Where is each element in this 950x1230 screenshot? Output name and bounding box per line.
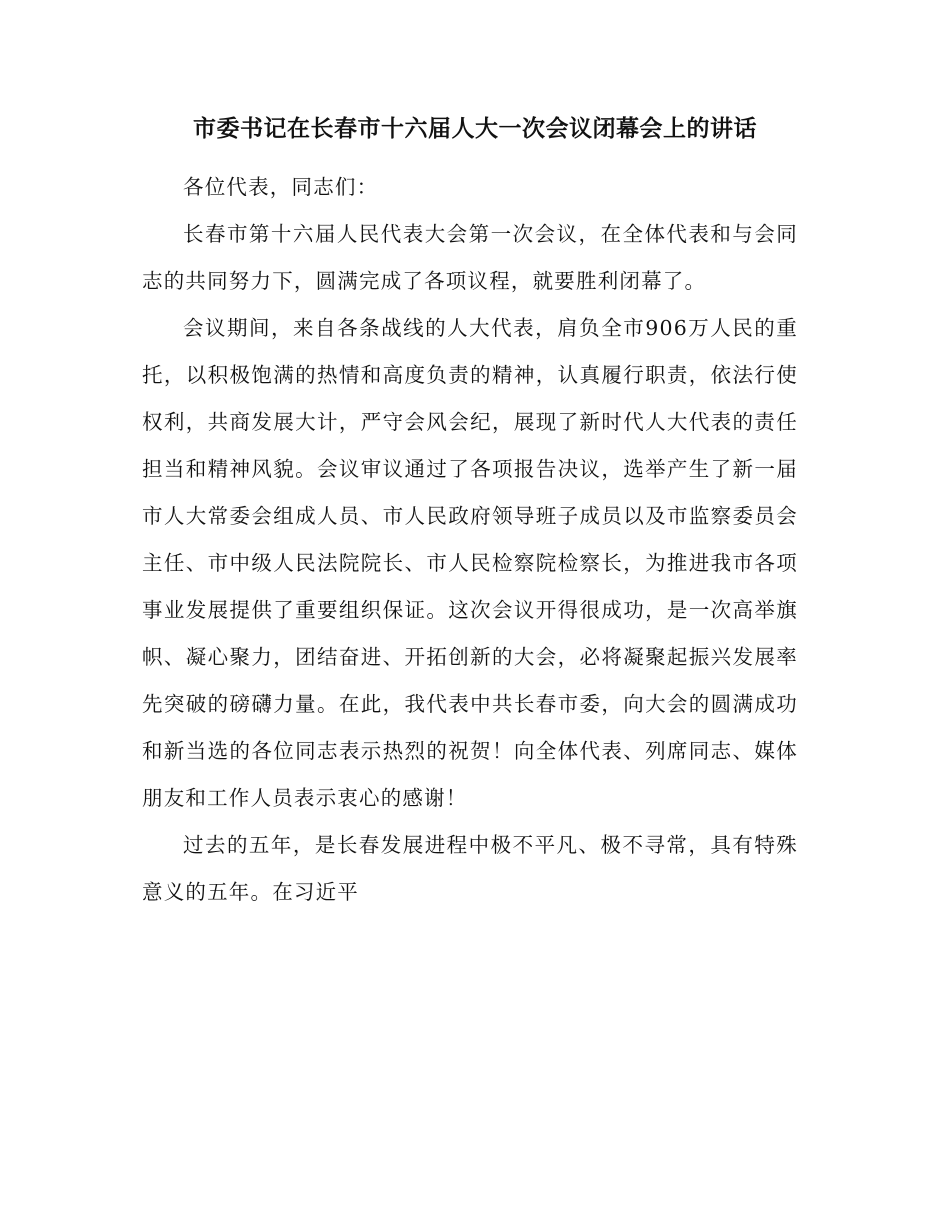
document-title: 市委书记在长春市十六届人大一次会议闭幕会上的讲话 xyxy=(193,116,757,142)
paragraph-past-five-years: 过去的五年，是长春发展进程中极不平凡、极不寻常，具有特殊意义的五年。在习近平 xyxy=(142,833,798,904)
document-body xyxy=(142,164,798,916)
paragraph-salutation: 各位代表，同志们： xyxy=(183,175,379,199)
paragraph-meeting-summary: 会议期间，来自各条战线的人大代表，肩负全市906万人民的重托，以积极饱满的热情和高度负责的精神，认真履行职责，依法行使权利，共商发展大计，严守会风会纪，展现了新时代人大代表的责任担当和精神风貌。会议审议通过了各项报告决议，选举产生了新一届市人大常委会组成人员、市人民政府领导班子成员以及市监察委员会主任、市中级人民法院院长、市人民检察院检察长，为推进我市各项事业发展提供了重要组织保证。这次会议开得很成功，是一次高举旗帜、凝心聚力，团结奋进、开拓创新的大会，必将凝聚起振兴发展率先突破的磅礴力量。在此，我代表中共长春市委，向大会的圆满成功和新当选的各位同志表示热烈的祝贺！向全体代表、列席同志、媒体朋友和工作人员表示衷心的感谢！ xyxy=(142,316,798,810)
paragraph-opening: 长春市第十六届人民代表大会第一次会议，在全体代表和与会同志的共同努力下，圆满完成了各项议程，就要胜利闭幕了。 xyxy=(142,222,798,293)
